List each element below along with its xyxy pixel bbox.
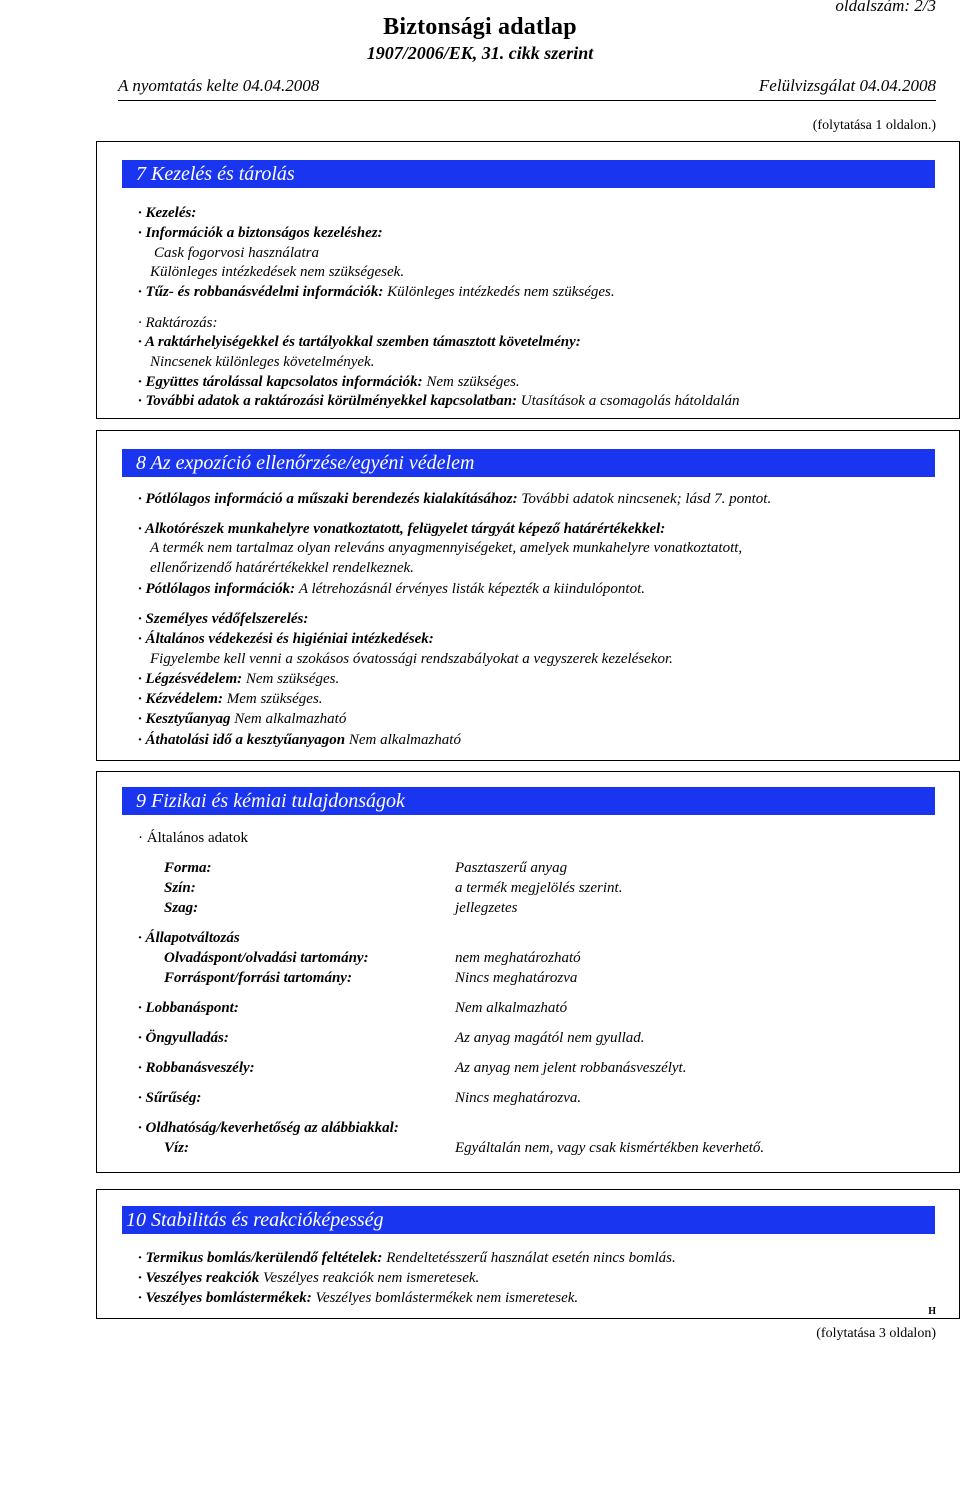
general-data-label: · Általános adatok — [138, 830, 248, 846]
section-10-title: 10 Stabilitás és reakcióképesség — [122, 1206, 935, 1234]
section-7-title: 7 Kezelés és tárolás — [122, 160, 935, 188]
boiling-point-label: Forráspont/forrási tartomány: — [164, 970, 352, 986]
form-label: Forma: — [164, 860, 212, 876]
safe-handling-label: · Információk a biztonságos kezeléshez: — [138, 225, 383, 241]
respiratory-value: Nem szükséges. — [245, 671, 340, 687]
technical-info-value: További adatok nincsenek; lásd 7. pontot. — [521, 491, 772, 507]
header-divider — [118, 100, 936, 101]
hygiene-value: Figyelembe kell venni a szokásos óvatossági rendszabályokat a vegyszerek kezelésekor. — [150, 651, 673, 667]
density-value: Nincs meghatározva. — [455, 1090, 582, 1106]
additional-info-label: · Pótlólagos információk: — [138, 581, 296, 597]
storage-requirement-label: · A raktárhelyiségekkel és tartályokkal szemben támasztott követelmény: — [138, 334, 581, 350]
odor-value: jellegzetes — [455, 900, 518, 916]
hand-protection-label: · Kézvédelem: — [138, 691, 223, 707]
glove-material-value: Nem alkalmazható — [234, 711, 347, 727]
additional-info-row — [138, 579, 645, 599]
handling-label: · Kezelés: — [138, 205, 197, 221]
thermal-decomposition-row — [138, 1248, 676, 1268]
additional-info-value: A létrehozásnál érvényes listák képezték a kiindulópontot. — [298, 581, 646, 597]
thermal-decomposition-value: Rendeltetésszerű használat esetén nincs bomlás. — [386, 1250, 676, 1266]
safe-handling-line-1: Cask fogorvosi használatra — [154, 245, 320, 261]
water-label: Víz: — [164, 1140, 190, 1156]
technical-info-row — [138, 489, 771, 509]
glove-material-row — [138, 709, 346, 729]
melting-point-label: Olvadáspont/olvadási tartomány: — [164, 950, 369, 966]
melting-point-value: nem meghatározható — [455, 950, 581, 966]
glove-material-label: · Kesztyűanyag — [138, 711, 231, 727]
storage-conditions-value: Utasítások a csomagolás hátoldalán — [520, 393, 740, 409]
explosion-hazard-value: Az anyag nem jelent robbanásveszélyt. — [455, 1060, 687, 1076]
dangerous-reactions-label: · Veszélyes reakciók — [138, 1270, 260, 1286]
storage-requirement-value: Nincsenek különleges követelmények. — [150, 354, 375, 370]
review-date: Felülvizsgálat 04.04.2008 — [758, 76, 936, 95]
safe-handling-line-2: Különleges intézkedések nem szükségesek. — [150, 264, 405, 280]
decomposition-products-value: Veszélyes bomlástermékek nem ismeretesek. — [315, 1290, 579, 1306]
flash-point-label: · Lobbanáspont: — [138, 1000, 239, 1016]
thermal-decomposition-label: · Termikus bomlás/kerülendő feltételek: — [138, 1250, 383, 1266]
storage-conditions-label: · További adatok a raktározási körülményekkel kapcsolatban: — [138, 393, 518, 409]
print-date: A nyomtatás kelte 04.04.2008 — [118, 76, 320, 95]
continued-to-note: (folytatása 3 oldalon) — [816, 1326, 936, 1341]
boiling-point-value: Nincs meghatározva — [455, 970, 578, 986]
limit-values-line-1: A termék nem tartalmaz olyan releváns anyagmennyiségeket, amelyek munkahelyre vonatkoztatott, — [150, 540, 743, 556]
density-label: · Sűrűség: — [138, 1090, 202, 1106]
section-9-title: 9 Fizikai és kémiai tulajdonságok — [122, 787, 935, 815]
form-value: Pasztaszerű anyag — [455, 860, 568, 876]
penetration-time-label: · Áthatolási idő a kesztyűanyagon — [138, 732, 346, 748]
decomposition-products-label: · Veszélyes bomlástermékek: — [138, 1290, 312, 1306]
hand-protection-row — [138, 689, 323, 709]
storage-label: · Raktározás: — [138, 315, 218, 331]
dangerous-reactions-value: Veszélyes reakciók nem ismeretesek. — [262, 1270, 480, 1286]
solubility-label: · Oldhatóság/keverhetőség az alábbiakkal: — [138, 1120, 399, 1136]
penetration-time-value: Nem alkalmazható — [348, 732, 461, 748]
fire-protection-label: · Tűz- és robbanásvédelmi információk: — [138, 284, 384, 300]
self-ignition-value: Az anyag magától nem gyullad. — [455, 1030, 645, 1046]
explosion-hazard-label: · Robbanásveszély: — [138, 1060, 255, 1076]
limit-values-label: · Alkotórészek munkahelyre vonatkoztatott, felügyelet tárgyát képező határértékekkel: — [138, 521, 666, 537]
document-title: Biztonsági adatlap — [383, 14, 577, 40]
joint-storage-label: · Együttes tárolással kapcsolatos információk: — [138, 374, 423, 390]
self-ignition-label: · Öngyulladás: — [138, 1030, 229, 1046]
page-number: oldalszám: 2/3 — [835, 0, 936, 15]
limit-values-line-2: ellenőrizendő határértékekkel rendelkeznek. — [150, 560, 414, 576]
flash-point-value: Nem alkalmazható — [455, 1000, 568, 1016]
dangerous-reactions-row — [138, 1268, 479, 1288]
joint-storage-row — [138, 372, 520, 392]
decomposition-products-row — [138, 1288, 578, 1308]
ppe-label: · Személyes védőfelszerelés: — [138, 611, 309, 627]
color-value: a termék megjelölés szerint. — [455, 880, 623, 896]
penetration-time-row — [138, 730, 461, 750]
page-mark: H — [928, 1306, 936, 1317]
water-value: Egyáltalán nem, vagy csak kismértékben keverhető. — [455, 1140, 765, 1156]
technical-info-label: · Pótlólagos információ a műszaki berendezés kialakításához: — [138, 491, 518, 507]
respiratory-label: · Légzésvédelem: — [138, 671, 243, 687]
hand-protection-value: Mem szükséges. — [226, 691, 323, 707]
storage-conditions-row — [138, 391, 740, 411]
respiratory-row — [138, 669, 339, 689]
color-label: Szín: — [164, 880, 196, 896]
document-subtitle: 1907/2006/EK, 31. cikk szerint — [366, 43, 594, 63]
state-change-label: · Állapotváltozás — [138, 930, 240, 946]
continued-from-note: (folytatása 1 oldalon.) — [812, 118, 936, 133]
joint-storage-value: Nem szükséges. — [426, 374, 520, 390]
section-8-title: 8 Az expozíció ellenőrzése/egyéni védelem — [122, 449, 935, 477]
fire-protection-row — [138, 282, 615, 302]
hygiene-label: · Általános védekezési és higiéniai intézkedések: — [138, 631, 434, 647]
fire-protection-value: Különleges intézkedés nem szükséges. — [387, 284, 615, 300]
odor-label: Szag: — [164, 900, 199, 916]
